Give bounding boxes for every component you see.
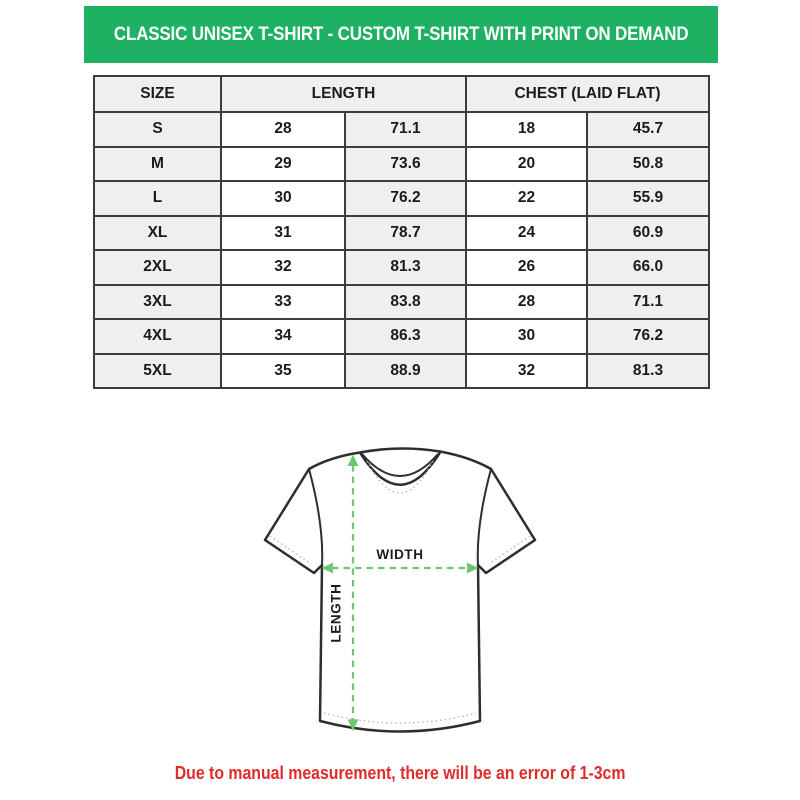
length-cm-cell: 73.6 bbox=[345, 147, 466, 182]
table-row bbox=[94, 181, 709, 216]
table-row bbox=[94, 319, 709, 354]
chest-cm-cell: 76.2 bbox=[587, 319, 709, 354]
length-cm-cell: 86.3 bbox=[345, 319, 466, 354]
chest-cm-cell: 66.0 bbox=[587, 250, 709, 285]
table-row bbox=[94, 216, 709, 251]
table-header-row bbox=[94, 76, 709, 112]
length-cm-cell: 83.8 bbox=[345, 285, 466, 320]
size-cell: 5XL bbox=[94, 354, 221, 389]
size-cell: XL bbox=[94, 216, 221, 251]
header-chest: CHEST (LAID FLAT) bbox=[466, 76, 709, 112]
chest-in-cell: 30 bbox=[466, 319, 587, 354]
length-in-cell: 31 bbox=[221, 216, 345, 251]
length-cm-cell: 78.7 bbox=[345, 216, 466, 251]
title-banner bbox=[84, 6, 718, 63]
chest-in-cell: 18 bbox=[466, 112, 587, 147]
chest-in-cell: 24 bbox=[466, 216, 587, 251]
length-cm-cell: 81.3 bbox=[345, 250, 466, 285]
chest-in-cell: 32 bbox=[466, 354, 587, 389]
chest-cm-cell: 81.3 bbox=[587, 354, 709, 389]
length-cm-cell: 88.9 bbox=[345, 354, 466, 389]
chest-cm-cell: 45.7 bbox=[587, 112, 709, 147]
chest-cm-cell: 60.9 bbox=[587, 216, 709, 251]
table-row bbox=[94, 250, 709, 285]
header-length: LENGTH bbox=[221, 76, 466, 112]
header-size: SIZE bbox=[94, 76, 221, 112]
tshirt-outline bbox=[265, 448, 535, 731]
chest-cm-cell: 50.8 bbox=[587, 147, 709, 182]
tshirt-diagram bbox=[245, 438, 555, 753]
page-title: CLASSIC UNISEX T-SHIRT - CUSTOM T-SHIRT WITH PRINT ON DEMAND bbox=[113, 23, 689, 45]
length-cm-cell: 76.2 bbox=[345, 181, 466, 216]
width-label: WIDTH bbox=[376, 547, 424, 562]
length-cm-cell: 71.1 bbox=[345, 112, 466, 147]
chest-cm-cell: 71.1 bbox=[587, 285, 709, 320]
length-in-cell: 35 bbox=[221, 354, 345, 389]
table-row bbox=[94, 285, 709, 320]
chest-cm-cell: 55.9 bbox=[587, 181, 709, 216]
length-in-cell: 34 bbox=[221, 319, 345, 354]
length-in-cell: 28 bbox=[221, 112, 345, 147]
size-cell: 4XL bbox=[94, 319, 221, 354]
chest-in-cell: 28 bbox=[466, 285, 587, 320]
measurement-note bbox=[0, 763, 800, 784]
size-cell: M bbox=[94, 147, 221, 182]
size-cell: 2XL bbox=[94, 250, 221, 285]
size-cell: 3XL bbox=[94, 285, 221, 320]
measurement-note-text: Due to manual measurement, there will be an error of 1-3cm bbox=[174, 763, 626, 783]
length-in-cell: 33 bbox=[221, 285, 345, 320]
table-row bbox=[94, 354, 709, 389]
size-cell: L bbox=[94, 181, 221, 216]
size-cell: S bbox=[94, 112, 221, 147]
length-in-cell: 32 bbox=[221, 250, 345, 285]
chest-in-cell: 22 bbox=[466, 181, 587, 216]
length-label: LENGTH bbox=[328, 583, 344, 643]
size-table bbox=[93, 75, 710, 389]
chest-in-cell: 26 bbox=[466, 250, 587, 285]
chest-in-cell: 20 bbox=[466, 147, 587, 182]
length-in-cell: 30 bbox=[221, 181, 345, 216]
table-row bbox=[94, 147, 709, 182]
table-row bbox=[94, 112, 709, 147]
length-in-cell: 29 bbox=[221, 147, 345, 182]
